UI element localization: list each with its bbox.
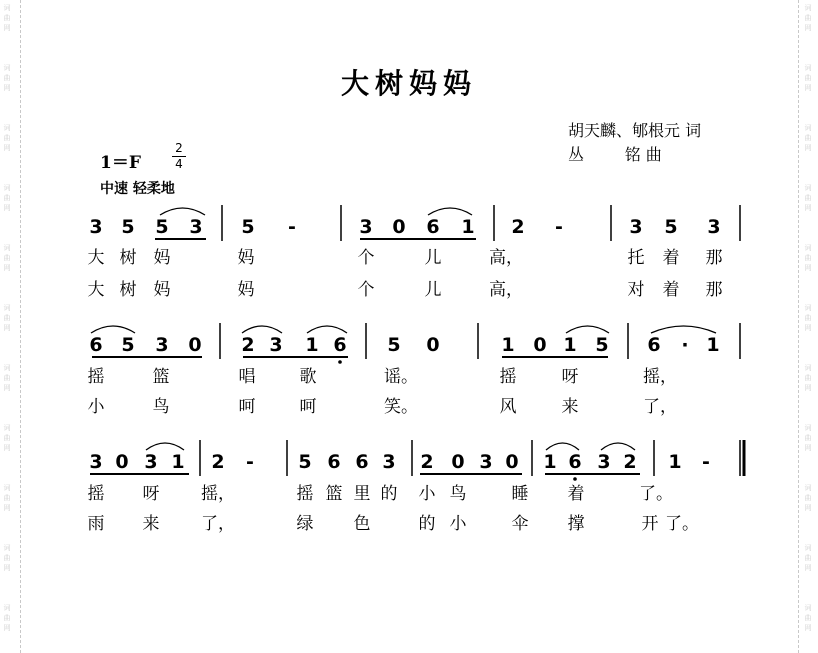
slur-arc (651, 326, 716, 333)
watermark-char: 词 (3, 64, 11, 72)
lyric-verse-1: 树 (119, 248, 137, 268)
watermark-char: 曲 (804, 194, 812, 202)
note: 2 (623, 451, 637, 473)
note: 6 (327, 451, 341, 473)
note: 1 (668, 451, 682, 473)
watermark-char: 网 (804, 264, 812, 272)
lyric-verse-2: 着 (662, 280, 680, 300)
note: 3 (89, 216, 103, 238)
watermark-char: 网 (804, 24, 812, 32)
lyric-verse-2: 伞 (511, 514, 529, 534)
watermark-char: 曲 (804, 74, 812, 82)
lyric-verse-2: 的 (418, 514, 436, 534)
watermark-char: 词 (3, 364, 11, 372)
watermark-char: 词 (804, 424, 812, 432)
note: 0 (505, 451, 519, 473)
watermark-char: 网 (804, 444, 812, 452)
watermark-char: 词 (3, 604, 11, 612)
note: 5 (241, 216, 255, 238)
lyric-verse-2: 小 (87, 397, 105, 417)
lyric-verse-2: 呵 (299, 397, 317, 417)
watermark-char: 曲 (804, 14, 812, 22)
watermark-char: 网 (3, 264, 11, 272)
watermark-char: 词 (3, 424, 11, 432)
note: 5 (387, 334, 401, 356)
note: 0 (392, 216, 406, 238)
lyric-verse-1: 妈 (153, 248, 171, 268)
slur-arc (566, 326, 609, 333)
lyric-verse-2: 树 (119, 280, 137, 300)
watermark-char: 词 (3, 184, 11, 192)
lyric-verse-2: 鸟 (152, 397, 170, 417)
note: 1 (171, 451, 185, 473)
watermark-char: 曲 (804, 554, 812, 562)
watermark-char: 词 (3, 124, 11, 132)
note: 2 (211, 451, 225, 473)
note: - (246, 451, 254, 473)
note: 3 (597, 451, 611, 473)
slur-arc (242, 326, 282, 333)
lyric-verse-2: 了， (643, 397, 677, 417)
watermark-char: 网 (804, 384, 812, 392)
watermark-char: 曲 (804, 374, 812, 382)
watermark-char: 网 (3, 504, 11, 512)
note: 0 (426, 334, 440, 356)
time-sig-top: 2 (175, 141, 183, 155)
slur-arc (146, 443, 184, 450)
note: 6 (89, 334, 103, 356)
lyric-verse-2: 对 (627, 280, 645, 300)
watermark-char: 曲 (3, 74, 11, 82)
note: 3 (479, 451, 493, 473)
note: 0 (188, 334, 202, 356)
watermark-char: 曲 (804, 494, 812, 502)
note: 6 (568, 451, 582, 473)
watermark-char: 曲 (3, 614, 11, 622)
lyric-verse-2: 呵 (238, 397, 256, 417)
lyric-verse-1: 摇 (499, 367, 517, 387)
watermark-char: 网 (3, 444, 11, 452)
lyric-verse-2: 来 (561, 397, 579, 417)
lyric-verse-2: 高， (489, 280, 523, 300)
slur-arc (307, 326, 347, 333)
note: 5 (121, 216, 135, 238)
watermark-char: 曲 (3, 254, 11, 262)
lyric-verse-1: 鸟 (449, 484, 467, 504)
lyric-verse-2: 个 (357, 280, 375, 300)
lyric-verse-2: 妈 (153, 280, 171, 300)
watermark-char: 词 (3, 4, 11, 12)
watermark-char: 曲 (804, 254, 812, 262)
lyric-verse-1: 妈 (237, 248, 255, 268)
watermark-char: 网 (3, 204, 11, 212)
lyric-verse-1: 托 (627, 248, 645, 268)
lyric-verse-1: 的 (380, 484, 398, 504)
watermark-char: 曲 (804, 434, 812, 442)
lyric-verse-2: 小 (449, 514, 467, 534)
watermark-char: 网 (804, 144, 812, 152)
note: 5 (121, 334, 135, 356)
lyric-verse-1: 摇 (87, 484, 105, 504)
lyric-verse-2: 雨 (87, 514, 105, 534)
note: 3 (629, 216, 643, 238)
watermark-char: 网 (804, 564, 812, 572)
note: 5 (664, 216, 678, 238)
lyric-verse-1: 呀 (142, 484, 160, 504)
composer-credit: 丛 铭 曲 (568, 145, 662, 164)
note: 2 (241, 334, 255, 356)
lyric-verse-1: 歌 (299, 367, 317, 387)
note: 1 (543, 451, 557, 473)
note: · (681, 334, 689, 356)
note: 3 (359, 216, 373, 238)
watermark-char: 词 (3, 544, 11, 552)
watermark-char: 词 (804, 64, 812, 72)
low-octave-dot (573, 477, 577, 481)
watermark-char: 曲 (3, 374, 11, 382)
watermark-char: 网 (804, 204, 812, 212)
lyric-verse-1: 里 (353, 484, 371, 504)
note: 3 (89, 451, 103, 473)
note: - (555, 216, 563, 238)
note: 1 (706, 334, 720, 356)
lyric-verse-1: 篮 (152, 367, 170, 387)
watermark-char: 词 (3, 244, 11, 252)
slur-arc (428, 208, 472, 215)
lyric-verse-1: 呀 (561, 367, 579, 387)
lyric-verse-2: 大 (87, 280, 105, 300)
watermark-char: 曲 (3, 554, 11, 562)
slur-arc (91, 326, 135, 333)
lyric-verse-2: 那 (705, 280, 723, 300)
note: 0 (451, 451, 465, 473)
note: 3 (155, 334, 169, 356)
low-octave-dot (338, 360, 342, 364)
watermark-char: 曲 (804, 614, 812, 622)
lyric-verse-1: 儿 (424, 248, 442, 268)
watermark-char: 网 (3, 24, 11, 32)
watermark-char: 曲 (804, 134, 812, 142)
song-title: 大树妈妈 (340, 67, 477, 100)
lyric-verse-2: 儿 (424, 280, 442, 300)
watermark-char: 曲 (3, 194, 11, 202)
watermark-char: 网 (804, 324, 812, 332)
lyric-verse-1: 着 (662, 248, 680, 268)
note: 3 (382, 451, 396, 473)
note: 1 (305, 334, 319, 356)
lyric-verse-1: 摇， (643, 367, 677, 387)
note: 1 (501, 334, 515, 356)
note: 0 (533, 334, 547, 356)
note: 6 (647, 334, 661, 356)
lyric-verse-1: 那 (705, 248, 723, 268)
watermark-char: 网 (3, 324, 11, 332)
watermark-char: 网 (3, 384, 11, 392)
lyric-verse-1: 摇 (296, 484, 314, 504)
tempo-marking: 中速 轻柔地 (100, 181, 175, 197)
note: 3 (189, 216, 203, 238)
watermark-char: 词 (804, 244, 812, 252)
note: 0 (115, 451, 129, 473)
watermark-char: 词 (804, 304, 812, 312)
lyricist-credit: 胡天麟、郇根元 词 (568, 121, 702, 140)
watermark-char: 网 (804, 624, 812, 632)
note: - (288, 216, 296, 238)
lyric-verse-1: 唱 (238, 367, 256, 387)
watermark-char: 词 (804, 544, 812, 552)
lyric-verse-1: 高， (489, 248, 523, 268)
lyric-verse-1: 个 (357, 248, 375, 268)
watermark-char: 网 (3, 624, 11, 632)
lyric-verse-1: 了。 (639, 484, 673, 504)
note: 1 (461, 216, 475, 238)
lyric-verse-1: 摇 (87, 367, 105, 387)
watermark-char: 词 (804, 484, 812, 492)
watermark-char: 词 (804, 4, 812, 12)
lyric-verse-2: 色 (353, 514, 371, 534)
note: 6 (426, 216, 440, 238)
watermark-char: 词 (3, 484, 11, 492)
note: 3 (144, 451, 158, 473)
watermark-char: 曲 (804, 314, 812, 322)
watermark-char: 网 (3, 144, 11, 152)
note: 5 (595, 334, 609, 356)
watermark-char: 网 (804, 84, 812, 92)
slur-arc (160, 208, 205, 215)
watermark-char: 曲 (3, 494, 11, 502)
slur-arc (601, 443, 635, 450)
watermark-char: 词 (3, 304, 11, 312)
note: 6 (333, 334, 347, 356)
watermark-char: 曲 (3, 14, 11, 22)
watermark-char: 网 (3, 564, 11, 572)
note: - (702, 451, 710, 473)
lyric-verse-2: 开 (641, 514, 659, 534)
lyric-verse-2: 撑 (567, 514, 585, 534)
note: 5 (155, 216, 169, 238)
lyric-verse-2: 来 (142, 514, 160, 534)
time-sig-bottom: 4 (175, 157, 183, 171)
watermark-char: 词 (804, 604, 812, 612)
lyric-verse-2: 了， (201, 514, 235, 534)
lyric-verse-2: 了。 (665, 514, 699, 534)
lyric-verse-1: 小 (418, 484, 436, 504)
lyric-verse-1: 篮 (325, 484, 343, 504)
lyric-verse-2: 妈 (237, 280, 255, 300)
lyric-verse-1: 睡 (511, 484, 529, 504)
note: 3 (707, 216, 721, 238)
lyric-verse-2: 笑。 (384, 397, 418, 417)
note: 3 (269, 334, 283, 356)
watermark-char: 词 (804, 124, 812, 132)
watermark-char: 曲 (3, 134, 11, 142)
watermark-char: 网 (3, 84, 11, 92)
note: 1 (563, 334, 577, 356)
watermark-char: 曲 (3, 314, 11, 322)
lyric-verse-1: 谣。 (384, 367, 418, 387)
lyric-verse-2: 绿 (296, 514, 314, 534)
lyric-verse-1: 着 (567, 484, 585, 504)
watermark-char: 词 (804, 364, 812, 372)
lyric-verse-1: 大 (87, 248, 105, 268)
note: 2 (420, 451, 434, 473)
lyric-verse-2: 风 (499, 397, 517, 417)
note: 2 (511, 216, 525, 238)
key-signature: 1＝F (100, 153, 141, 173)
lyric-verse-1: 摇， (201, 484, 235, 504)
watermark-char: 曲 (3, 434, 11, 442)
slur-arc (546, 443, 579, 450)
note: 5 (298, 451, 312, 473)
watermark-char: 词 (804, 184, 812, 192)
note: 6 (355, 451, 369, 473)
watermark-char: 网 (804, 504, 812, 512)
